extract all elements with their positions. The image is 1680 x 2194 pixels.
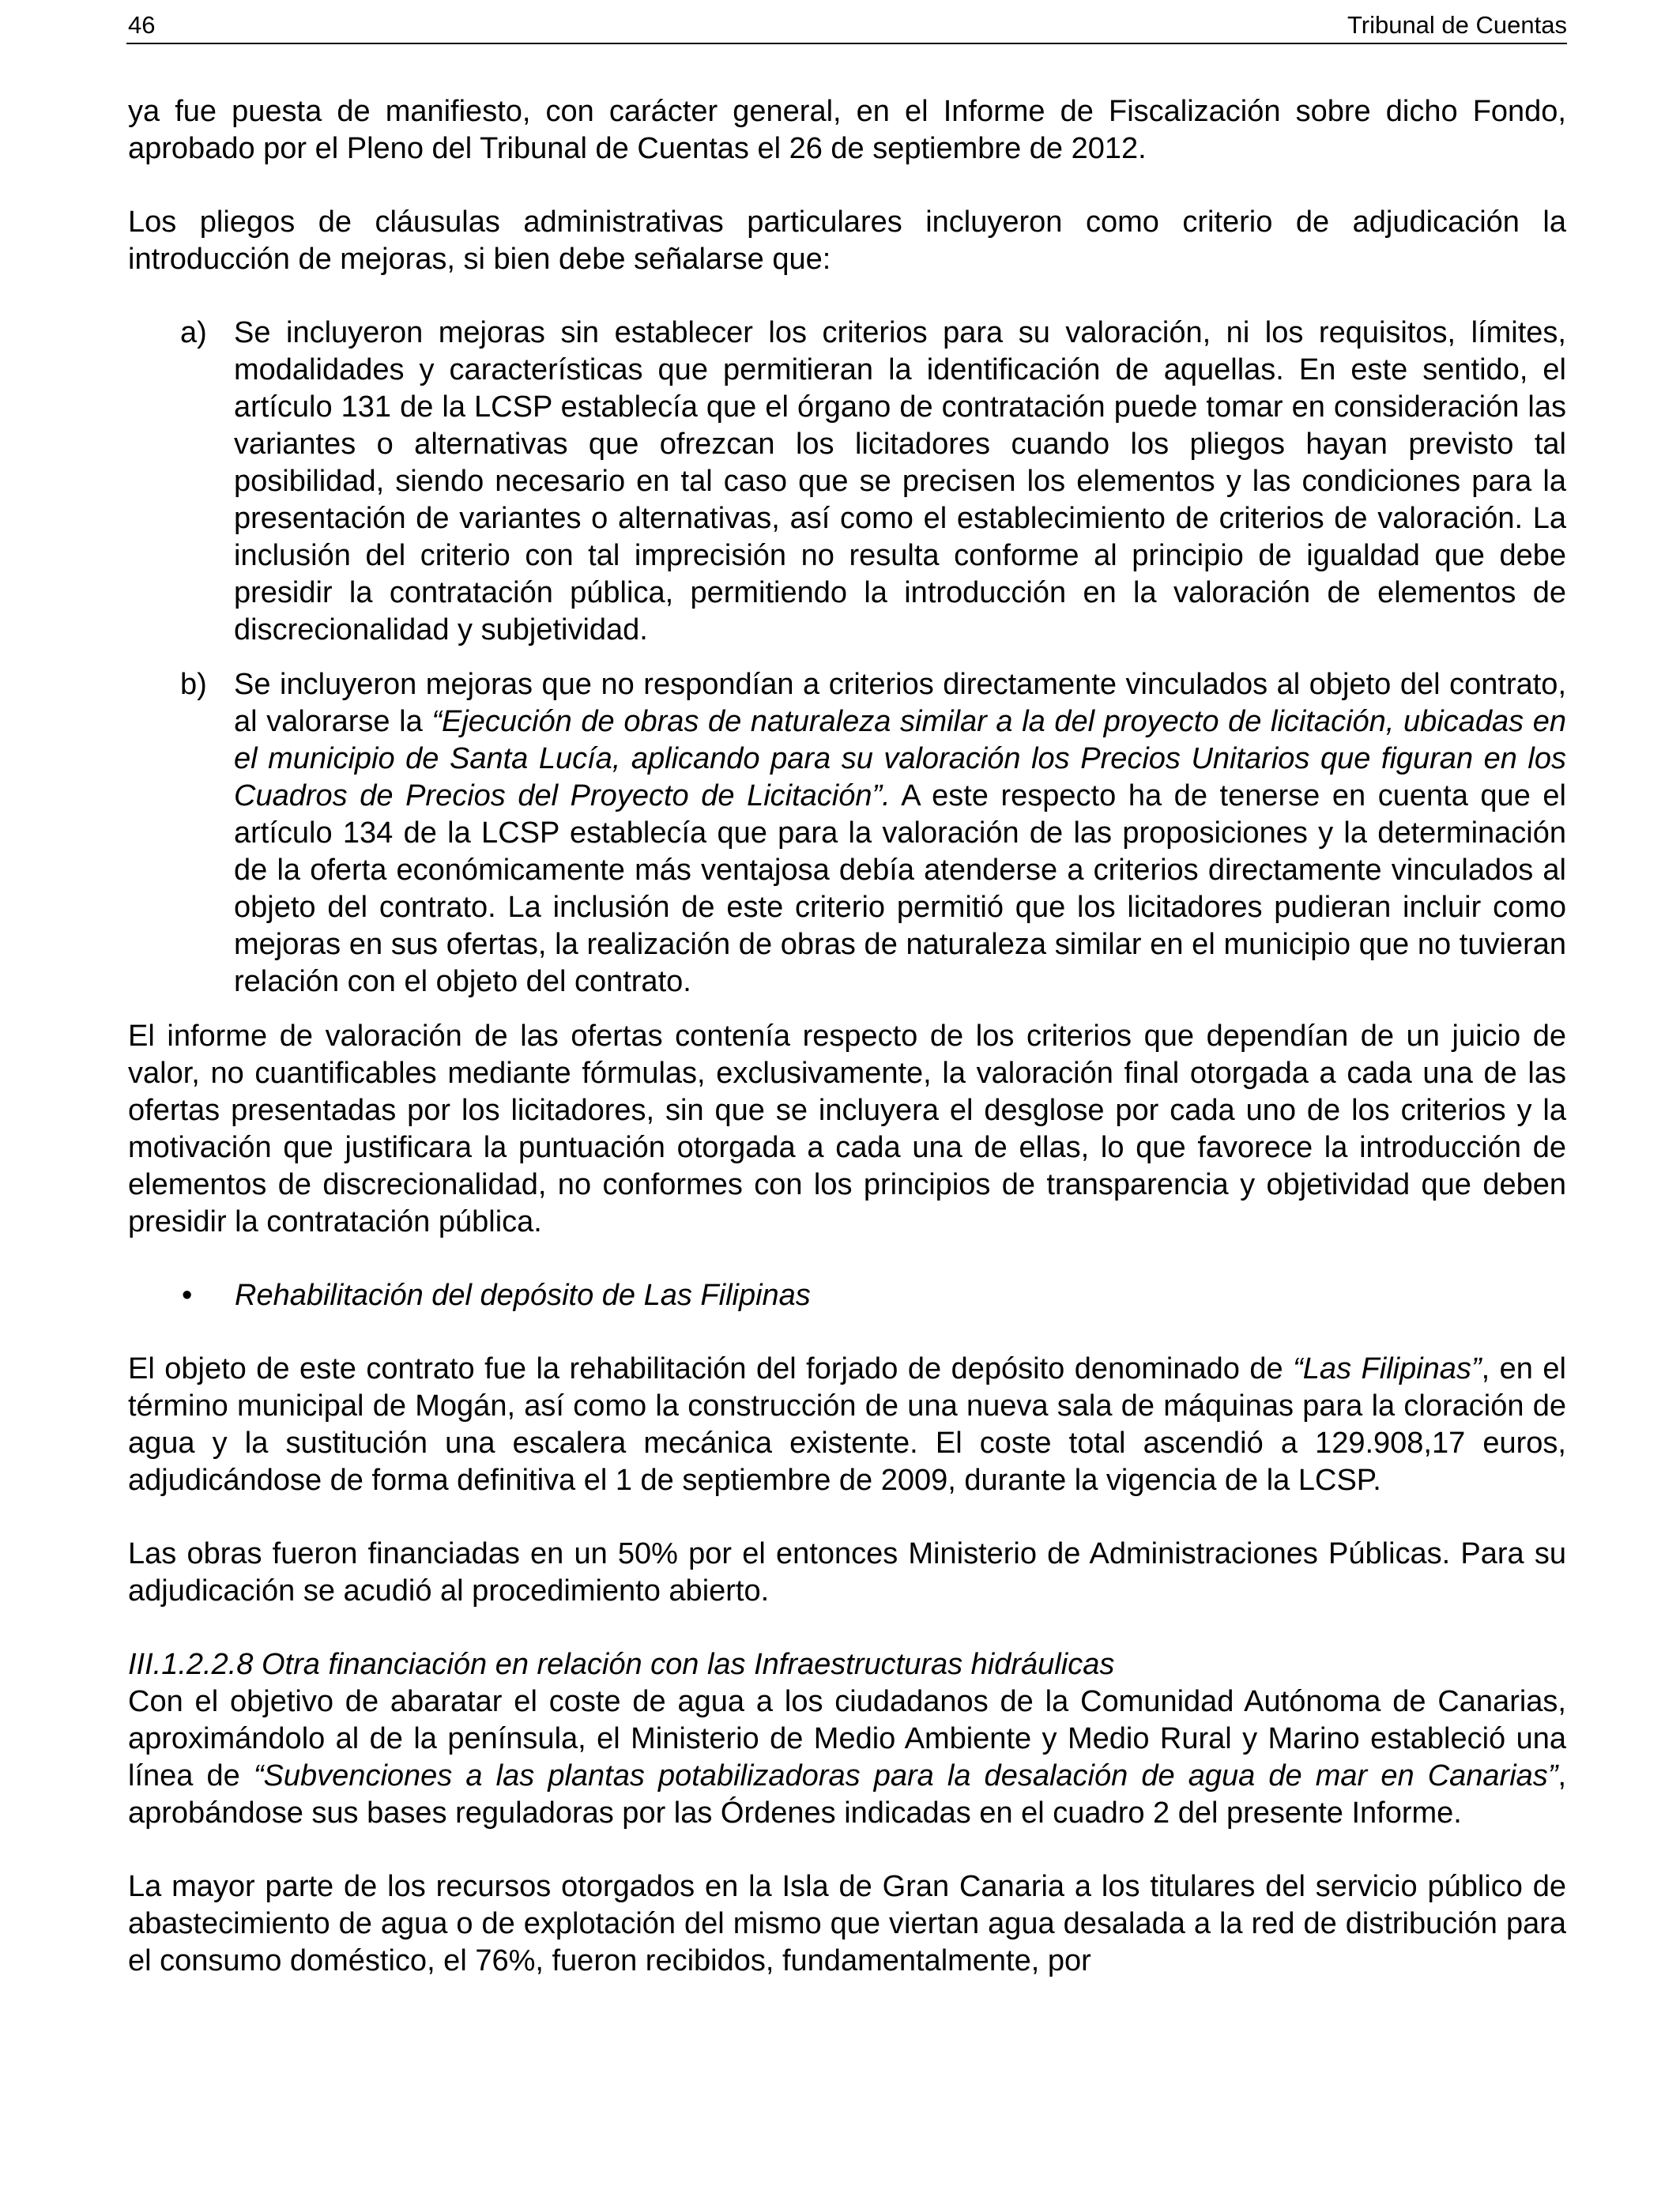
paragraph-1: ya fue puesta de manifiesto, con carácter general, en el Informe de Fiscalización sobre dicho Fondo, aprobado por el Pleno del Tribunal de Cuentas el 26 de septiembre de 2012. bbox=[128, 95, 1566, 165]
list-marker-a: a) bbox=[180, 316, 207, 349]
paragraph-6-text-1: Con el objetivo de abaratar el coste de agua a los ciudadanos de la Comunidad Autónoma de Canarias, aproximándolo al de la península, el Ministerio de Medio Ambiente y Medio Rural y Marino estableció una línea de bbox=[128, 1685, 1566, 1793]
bullet-item-text: Rehabilitación del depósito de Las Filipinas bbox=[235, 1279, 811, 1312]
list-item-b-text-2: A este respecto ha de tenerse en cuenta que el artículo 134 de la LCSP establecía que para la valoración de las proposiciones y la determinación de la oferta económicamente más ventajosa debía atenderse a criterios directamente vinculados al objeto del contrato. La inclusión de este criterio permitió que los licitadores pudieran incluir como mejoras en sus ofertas, la realización de obras de naturaleza similar en el municipio que no tuvieran relación con el objeto del contrato. bbox=[234, 779, 1566, 998]
paragraph-6-quote: “Subvenciones a las plantas potabilizadoras para la desalación de agua de mar en Canarias” bbox=[253, 1759, 1558, 1793]
paragraph-7: La mayor parte de los recursos otorgados en la Isla de Gran Canaria a los titulares del servicio público de abastecimiento de agua o de explotación del mismo que viertan agua desalada a la red de distribución para el consumo doméstico, el 76%, fueron recibidos, fundamentalmente, por bbox=[128, 1870, 1566, 1977]
list-item-b-quote: “Ejecución de obras de naturaleza similar a la del proyecto de licitación, ubicadas en el municipio de Santa Lucía, aplicando para su valoración los Precios Unitarios que figuran en los Cuadros de Precios del Proyecto de Licitación”. bbox=[234, 705, 1566, 812]
page-number: 46 bbox=[128, 11, 156, 39]
list-item-b-text-1: Se incluyeron mejoras que no respondían a criterios directamente vinculados al objeto del contrato, al valorarse la bbox=[234, 668, 1566, 738]
list-item-b bbox=[128, 666, 1566, 1001]
header-organization: Tribunal de Cuentas bbox=[1347, 11, 1567, 39]
document-body bbox=[128, 93, 1566, 1980]
page-header bbox=[126, 8, 1567, 44]
paragraph-5: Las obras fueron financiadas en un 50% por el entonces Ministerio de Administraciones Públicas. Para su adjudicación se acudió al procedimiento abierto. bbox=[128, 1537, 1566, 1608]
paragraph-4 bbox=[128, 1351, 1566, 1499]
paragraph-6 bbox=[128, 1683, 1566, 1832]
paragraph-4-text-1: El objeto de este contrato fue la rehabilitación del forjado de depósito denominado de bbox=[128, 1352, 1294, 1385]
section-heading: III.1.2.2.8 Otra financiación en relación con las Infraestructuras hidráulicas bbox=[128, 1648, 1115, 1681]
paragraph-6-text-2: , aprobándose sus bases reguladoras por las Órdenes indicadas en el cuadro 2 del presente Informe. bbox=[128, 1759, 1566, 1830]
paragraph-3: El informe de valoración de las ofertas contenía respecto de los criterios que dependían de un juicio de valor, no cuantificables mediante fórmulas, exclusivamente, la valoración final otorgada a cada una de las ofertas presentadas por los licitadores, sin que se incluyera el desglose por cada uno de los criterios y la motivación que justificara la puntuación otorgada a cada una de ellas, lo que favorece la introducción de elementos de discrecionalidad, no conformes con los principios de transparencia y objetividad que deben presidir la contratación pública. bbox=[128, 1020, 1566, 1238]
list-item-a bbox=[128, 315, 1566, 649]
paragraph-4-quote: “Las Filipinas” bbox=[1293, 1352, 1482, 1385]
bullet-icon: • bbox=[182, 1279, 193, 1312]
paragraph-2: Los pliegos de cláusulas administrativas particulares incluyeron como criterio de adjudicación la introducción de mejoras, si bien debe señalarse que: bbox=[128, 205, 1566, 276]
paragraph-4-text-2: , en el término municipal de Mogán, así como la construcción de una nueva sala de máquinas para la cloración de agua y la sustitución una escalera mecánica existente. El coste total ascendió a 129.908,17 euros, adjudicándose de forma definitiva el 1 de septiembre de 2009, durante la vigencia de la LCSP. bbox=[128, 1352, 1566, 1497]
list-marker-b: b) bbox=[180, 668, 207, 701]
bullet-item bbox=[128, 1277, 1566, 1314]
list-item-a-text: Se incluyeron mejoras sin establecer los criterios para su valoración, ni los requisitos, límites, modalidades y características que permitieran la identificación de aquellas. En este sentido, el artículo 131 de la LCSP establecía que el órgano de contratación puede tomar en consideración las variantes o alternativas que ofrezcan los licitadores cuando los pliegos hayan previsto tal posibilidad, siendo necesario en tal caso que se precisen los elementos y las condiciones para la presentación de variantes o alternativas, así como el establecimiento de criterios de valoración. La inclusión del criterio con tal imprecisión no resulta conforme al principio de igualdad que debe presidir la contratación pública, permitiendo la introducción en la valoración de elementos de discrecionalidad y subjetividad. bbox=[234, 316, 1566, 647]
